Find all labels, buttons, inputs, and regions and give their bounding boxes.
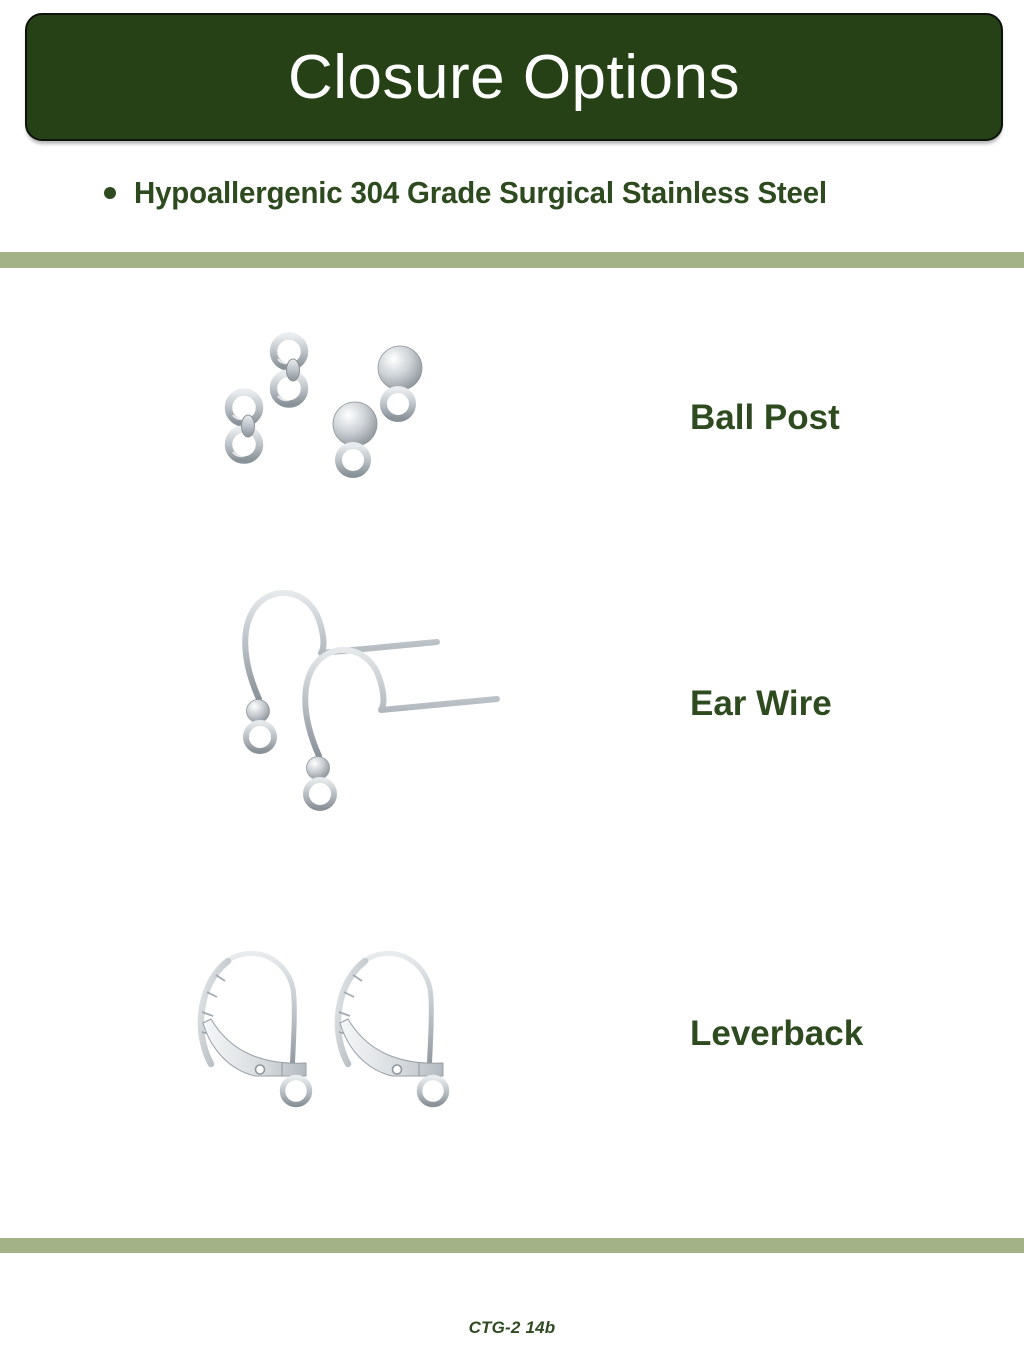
page-title: Closure Options: [287, 42, 741, 112]
leverback-label: Leverback: [690, 1014, 864, 1053]
leverback-earrings-image: [192, 943, 462, 1118]
divider-bottom: [0, 1238, 1024, 1253]
ball-post-label: Ball Post: [690, 398, 840, 437]
ball-post-earrings-image: [185, 328, 465, 496]
feature-bullet-text: Hypoallergenic 304 Grade Surgical Stainless Steel: [134, 175, 827, 210]
divider-top: [0, 252, 1024, 268]
header-banner: [25, 13, 1003, 141]
ear-wire-label: Ear Wire: [690, 684, 832, 723]
bullet-dot: [104, 187, 116, 199]
ear-wire-earrings-image: [215, 585, 515, 820]
footer-code: CTG-2 14b: [468, 1318, 556, 1337]
feature-bullet-row: [104, 175, 863, 211]
